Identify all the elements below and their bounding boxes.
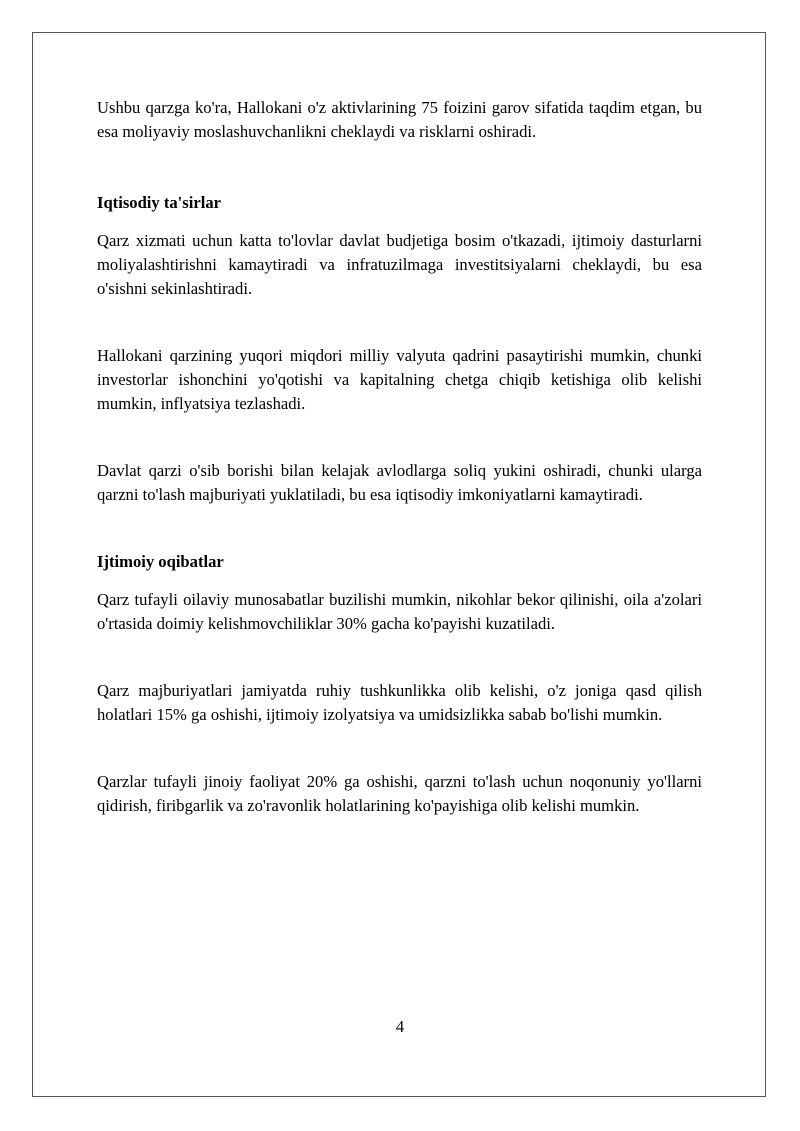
document-body: [97, 96, 702, 818]
paragraph-debt-service: Qarz xizmati uchun katta to'lovlar davlat budjetiga bosim o'tkazadi, ijtimoiy dasturlarni moliyalashtirishni kamaytiradi va infratuzilmaga investitsiyalarni cheklaydi, bu esa o'sishni sekinlashtiradi.: [97, 231, 702, 298]
heading-economic-effects: Iqtisodiy ta'sirlar: [97, 193, 221, 212]
page-number: 4: [395, 1017, 405, 1036]
paragraph-future-generations: Davlat qarzi o'sib borishi bilan kelajak avlodlarga soliq yukini oshiradi, chunki ularga qarzni to'lash majburiyati yuklatiladi, bu esa iqtisodiy imkoniyatlarni kamaytiradi.: [97, 461, 702, 504]
paragraph-asset-collateral: Ushbu qarzga ko'ra, Hallokani o'z aktivlarining 75 foizini garov sifatida taqdim etgan, bu esa moliyaviy moslashuvchanlikni cheklaydi va risklarni oshiradi.: [97, 98, 702, 141]
paragraph-family-relations: Qarz tufayli oilaviy munosabatlar buzilishi mumkin, nikohlar bekor qilinishi, oila a'zolari o'rtasida doimiy kelishmovchiliklar 30% gacha ko'payishi kuzatiladi.: [97, 590, 702, 633]
paragraph-criminal-activity: Qarzlar tufayli jinoiy faoliyat 20% ga oshishi, qarzni to'lash uchun noqonuniy yo'llarni qidirish, firibgarlik va zo'ravonlik holatlarining ko'payishiga olib kelishi mumkin.: [97, 772, 702, 815]
paragraph-currency-value: Hallokani qarzining yuqori miqdori milliy valyuta qadrini pasaytirishi mumkin, chunki investorlar ishonchini yo'qotishi va kapitalning chetga chiqib ketishiga olib kelishi mumkin, inflyatsiya tezlashadi.: [97, 346, 702, 413]
paragraph-mental-health: Qarz majburiyatlari jamiyatda ruhiy tushkunlikka olib kelishi, o'z joniga qasd qilish holatlari 15% ga oshishi, ijtimoiy izolyatsiya va umidsizlikka sabab bo'lishi mumkin.: [97, 681, 702, 724]
heading-social-consequences: Ijtimoiy oqibatlar: [97, 552, 224, 571]
